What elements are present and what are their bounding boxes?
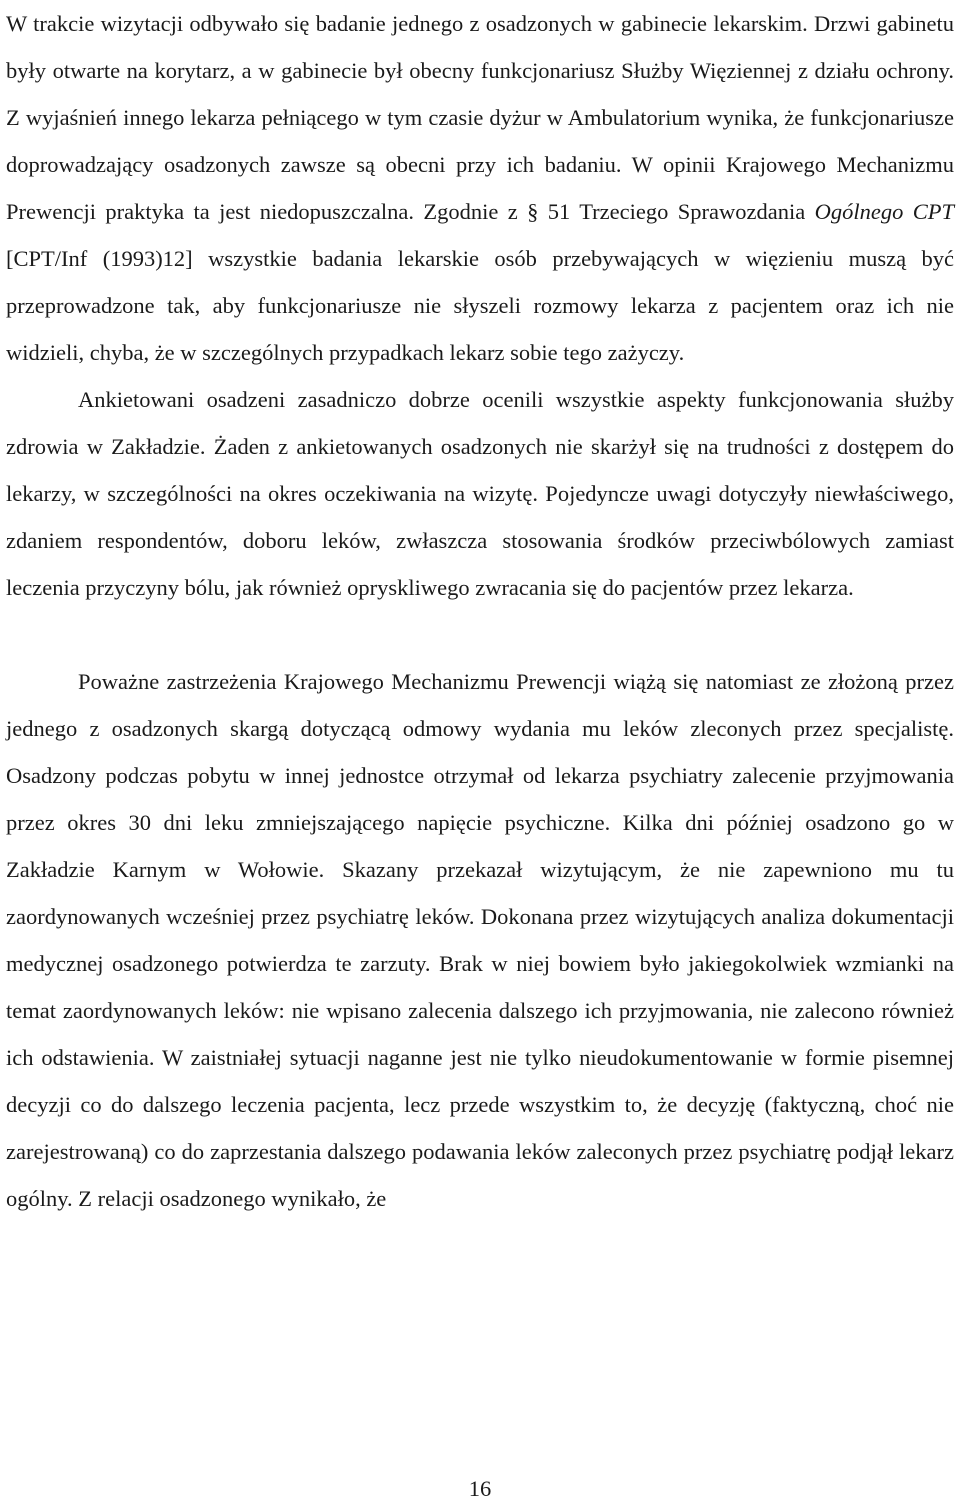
paragraph-2: Ankietowani osadzeni zasadniczo dobrze ocenili wszystkie aspekty funkcjonowania służby zdrowia w Zakładzie. Żaden z ankietowanych osadzonych nie skarżył się na trudności z dostępem do lekarzy, w szczególności na okres oczekiwania na wizytę. Pojedyncze uwagi dotyczyły niewłaściwego, zdaniem respondentów, doboru leków, zwłaszcza stosowania środków przeciwbólowych zamiast leczenia przyczyny bólu, jak również opryskliwego zwracania się do pacjentów przez lekarza. [6, 387, 954, 600]
paragraph-1-text-b: [CPT/Inf (1993)12] wszystkie badania lekarskie osób przebywających w więzieniu muszą być przeprowadzone tak, aby funkcjonariusze nie słyszeli rozmowy lekarza z pacjentem oraz ich nie widzieli, chyba, że w szczególnych przypadkach lekarz sobie tego zażyczy. [6, 246, 954, 365]
document-page [6, 0, 954, 1222]
paragraph-1-italic-title: Ogólnego CPT [814, 199, 954, 224]
paragraph-3: Poważne zastrzeżenia Krajowego Mechanizmu Prewencji wiążą się natomiast ze złożoną przez jednego z osadzonych skargą dotyczącą odmowy wydania mu leków zleconych przez specjalistę. Osadzony podczas pobytu w innej jednostce otrzymał od lekarza psychiatry zalecenie przyjmowania przez okres 30 dni leku zmniejszającego napięcie psychiczne. Kilka dni później osadzono go w Zakładzie Karnym w Wołowie. Skazany przekazał wizytującym, że nie zapewniono mu tu zaordynowanych wcześniej przez psychiatrę leków. Dokonana przez wizytujących analiza dokumentacji medycznej osadzonego potwierdza te zarzuty. Brak w niej bowiem było jakiegokolwiek wzmianki na temat zaordynowanych leków: nie wpisano zalecenia dalszego ich przyjmowania, nie zalecono również ich odstawienia. W zaistniałej sytuacji naganne jest nie tylko nieudokumentowanie w formie pisemnej decyzji co do dalszego leczenia pacjenta, lecz przede wszystkim to, że decyzję (faktyczną, choć nie zarejestrowaną) co do zaprzestania dalszego podawania leków zaleconych przez psychiatrę podjął lekarz ogólny. Z relacji osadzonego wynikało, że [6, 669, 954, 1211]
paragraph-1-text-a: W trakcie wizytacji odbywało się badanie jednego z osadzonych w gabinecie lekarskim. Drzwi gabinetu były otwarte na korytarz, a w gabinecie był obecny funkcjonariusz Służby Więziennej z działu ochrony. Z wyjaśnień innego lekarza pełniącego w tym czasie dyżur w Ambulatorium wynika, że funkcjonariusze doprowadzający osadzonych zawsze są obecni przy ich badaniu. W opinii Krajowego Mechanizmu Prewencji praktyka ta jest niedopuszczalna. Zgodnie z § 51 Trzeciego Sprawozdania [6, 11, 954, 224]
paragraph-1 [6, 0, 954, 376]
page-number: 16 [468, 1476, 492, 1501]
